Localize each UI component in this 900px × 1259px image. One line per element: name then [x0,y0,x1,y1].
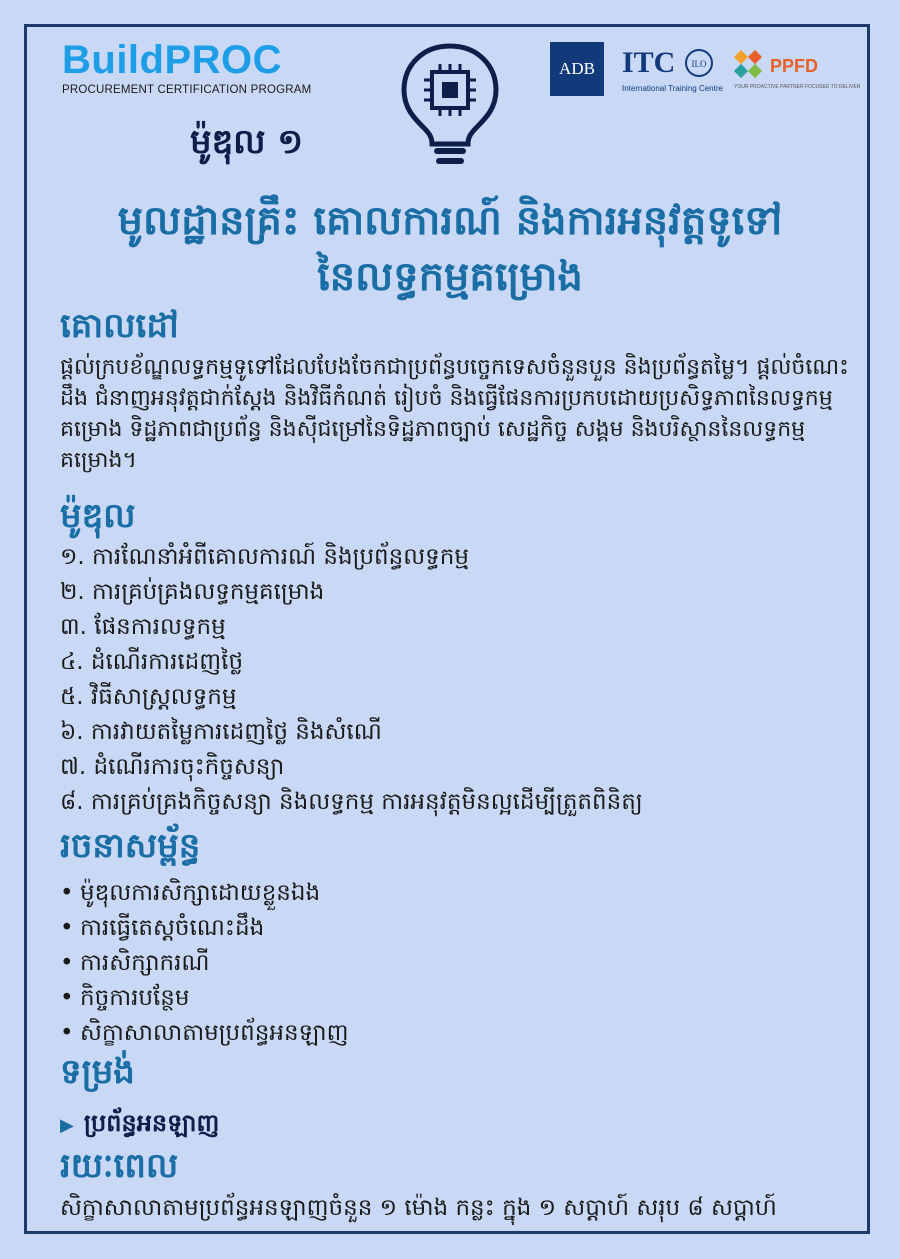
structure-item: • សិក្ខាសាលាតាមប្រព័ន្ធអនឡាញ [60,1016,349,1051]
module-item: ៨. ការគ្រប់គ្រងកិច្ចសន្យា និងលទ្ធកម្ម ការអនុវត្តមិនល្អដើម្បីត្រួតពិនិត្យ [60,789,643,815]
triangle-right-icon: ▶ [60,1115,74,1136]
structure-item: • ម៉ូឌុលការសិក្សាដោយខ្លួនឯង [60,876,349,911]
main-title-line-2: នៃលទ្ធកម្មគម្រោង [317,254,583,300]
module-item: ៦. ការវាយតម្លៃការដេញថ្លៃ និងសំណើ [60,719,382,745]
ilo-emblem-icon [684,48,714,78]
format-item [60,1108,219,1143]
adb-logo: ADB [550,42,604,96]
structure-heading: រចនាសម្ព័ន្ធ [60,826,201,866]
objective-text: ផ្តល់ក្របខ័ណ្ឌលទ្ធកម្មទូទៅដែលបែងចែកជាប្រព័ន្ធបច្ចេកទេសចំនួនបួន និងប្រព័ន្ធតម្លៃ។ ផ្តល់ចំណេះដឹង ជំនាញអនុវត្តជាក់ស្តែង និងវិធីកំណត់ រៀបចំ និងធ្វើផែនការប្រកបដោយប្រសិទ្ធភាពនៃលទ្ធកម្មគម្រោង ទិដ្ឋភាពជាប្រព័ន្ធ និងស៊ីជម្រៅនៃទិដ្ឋភាពច្បាប់ សេដ្ឋកិច្ច សង្គម និងបរិស្ថាននៃលទ្ធកម្មគម្រោង។ [60,355,849,473]
module-item: ៥. វិធីសាស្រ្តលទ្ធកម្ម [60,684,237,710]
ppfd-logo: PPFD [770,56,819,76]
ppfd-subtitle: YOUR PROACTIVE PARTNER FOCUSED TO DELIVER [734,84,861,90]
ppfd-emblem-icon [732,48,766,82]
lightbulb-chip-icon [398,40,502,172]
format-heading: ទម្រង់ [60,1052,135,1092]
module-label: ម៉ូឌុល ១ [190,122,304,162]
objective-heading: គោលដៅ [60,306,179,346]
svg-text:ILO: ILO [691,59,707,69]
module-item: ៧. ដំណើរការចុះកិច្ចសន្យា [60,754,285,780]
structure-item: • ការសិក្សាករណី [60,946,349,981]
module-item: ១. ការណែនាំអំពីគោលការណ៍ និងប្រព័ន្ធលទ្ធកម្ម [60,544,469,570]
buildproc-subtitle: PROCUREMENT CERTIFICATION PROGRAM [62,84,312,96]
module-item: ៣. ផែនការលទ្ធកម្ម [60,614,226,640]
module-item: ៤. ដំណើរការដេញថ្លៃ [60,649,244,675]
duration-heading: រយៈពេល [60,1146,179,1186]
itc-logo: ITC [622,46,676,79]
itc-subtitle: International Training Centre [622,84,723,93]
modules-list [60,540,643,820]
main-title-line-1: មូលដ្ឋានគ្រឹះ គោលការណ៍ និងការអនុវត្តទូទៅ [117,198,783,244]
buildproc-logo: BuildPROC [62,38,283,82]
structure-item: • កិច្ចការបន្ថែម [60,981,349,1016]
duration-text: សិក្ខាសាលាតាមប្រព័ន្ធអនឡាញចំនួន ១ ម៉ោង កន្លះ ក្នុង ១ សប្តាហ៍ សរុប ៨ សប្តាហ៍ [60,1195,777,1221]
module-item: ២. ការគ្រប់គ្រងលទ្ធកម្មគម្រោង [60,579,325,605]
modules-heading: ម៉ូឌុល [60,496,136,536]
structure-list [60,876,349,1051]
format-item-label: ប្រព័ន្ធអនឡាញ [83,1109,220,1137]
structure-item: • ការធ្វើតេស្តចំណេះដឹង [60,911,349,946]
